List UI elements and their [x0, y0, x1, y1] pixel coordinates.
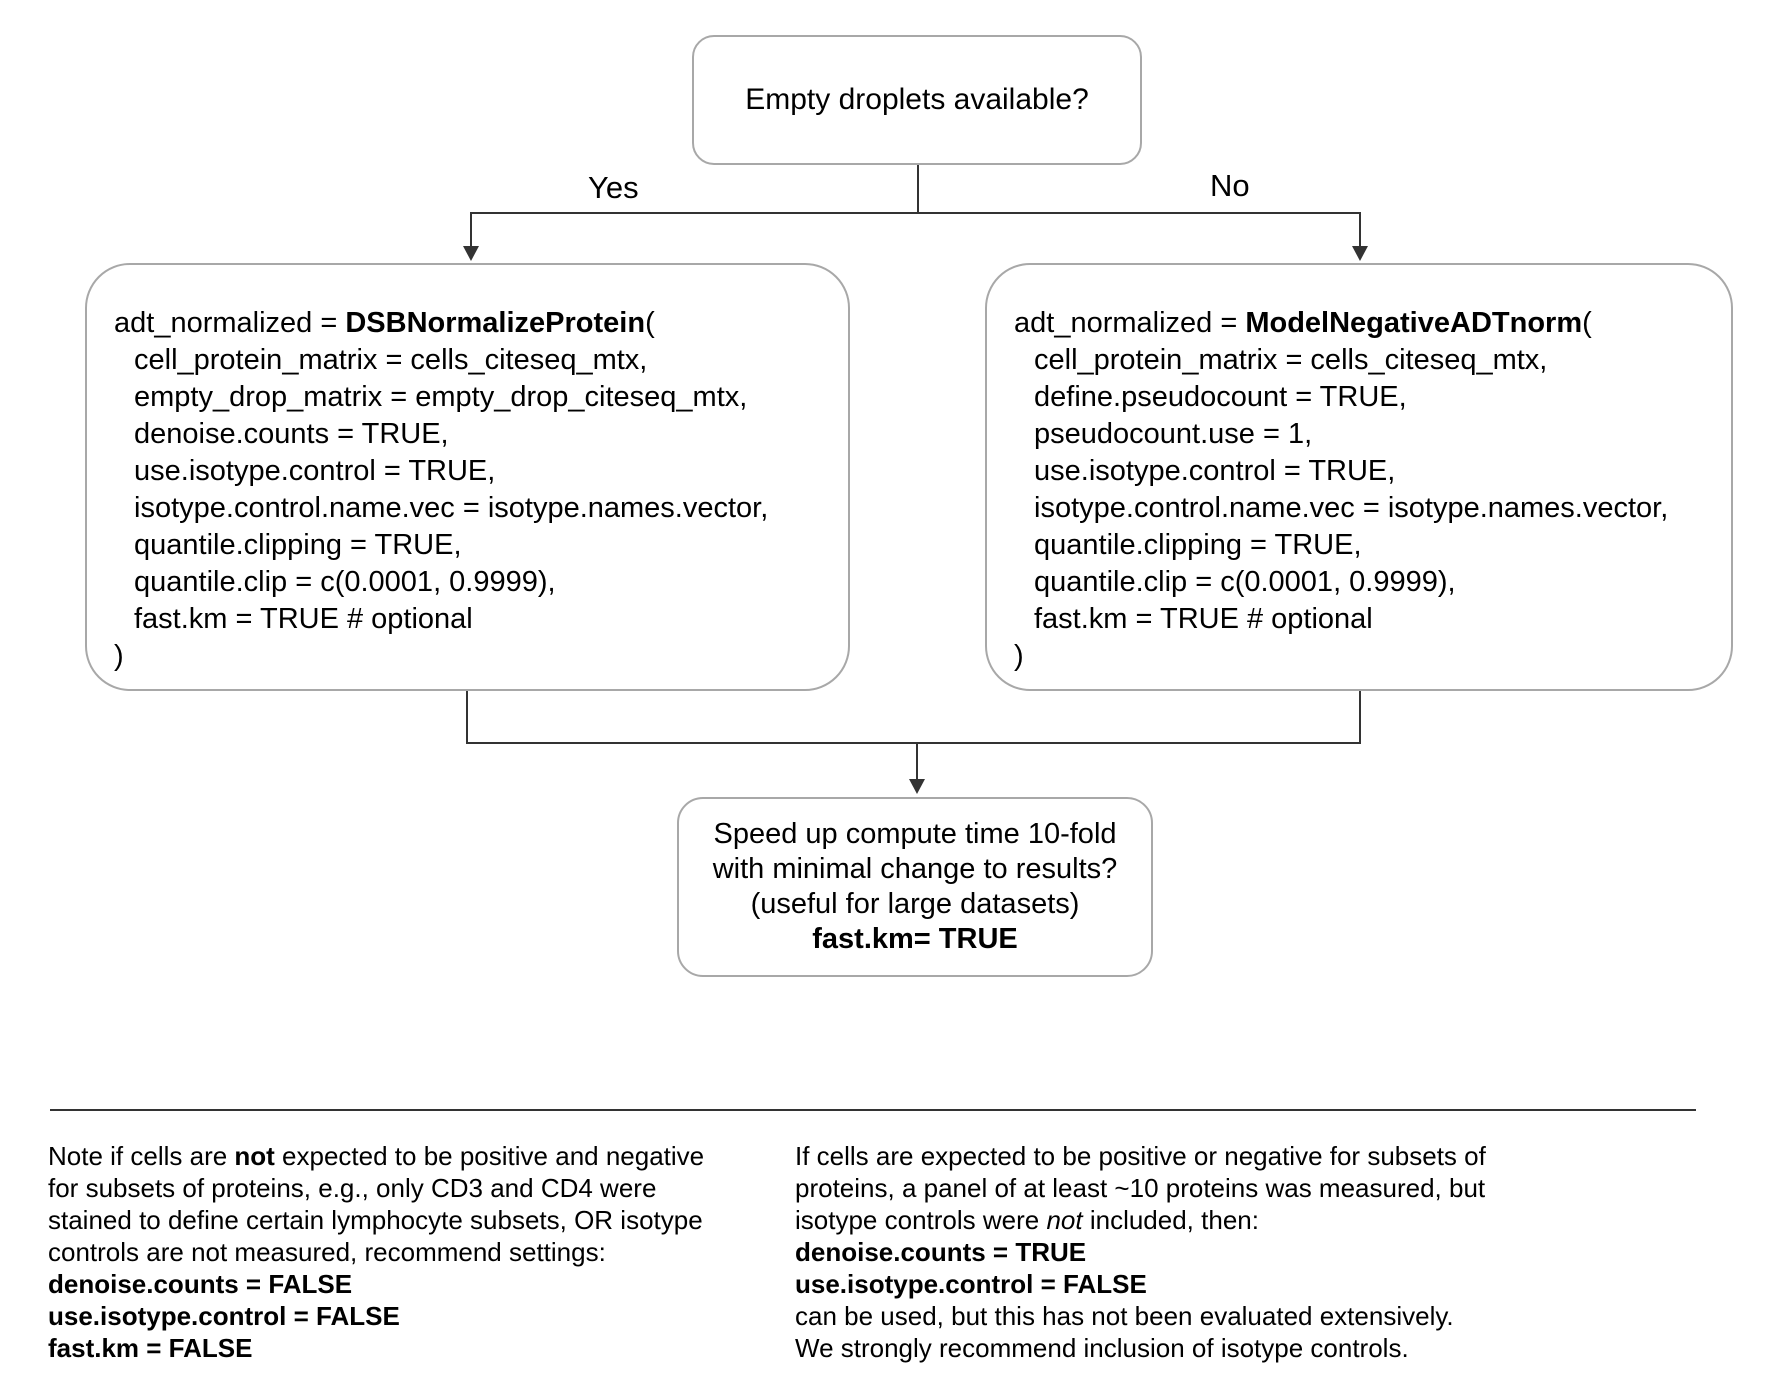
code-line: use.isotype.control = TRUE, [1034, 455, 1396, 487]
branch-label-yes: Yes [588, 170, 639, 205]
speed-note-line: Speed up compute time 10-fold [713, 818, 1117, 850]
footnote-line: We strongly recommend inclusion of isotype controls. [795, 1333, 1409, 1363]
connector-branch-bar [470, 212, 1361, 214]
question-box [692, 35, 1142, 165]
footnote-line: denoise.counts = TRUE [795, 1237, 1087, 1267]
footnote-line: proteins, a panel of at least ~10 proteins was measured, but [795, 1173, 1486, 1203]
footnote-line: use.isotype.control = FALSE [795, 1269, 1147, 1299]
code-line: quantile.clip = c(0.0001, 0.9999), [134, 566, 556, 598]
code-line: fast.km = TRUE # optional [1034, 603, 1373, 635]
code-line: isotype.control.name.vec = isotype.names.vector, [134, 492, 769, 524]
code-line: empty_drop_matrix = empty_drop_citeseq_mtx, [134, 381, 748, 413]
connector-yes-drop [470, 212, 472, 248]
arrowhead-down-no-icon [1352, 246, 1368, 261]
code-line: use.isotype.control = TRUE, [134, 455, 496, 487]
code-line: isotype.control.name.vec = isotype.names.vector, [1034, 492, 1669, 524]
footnote-right [795, 1140, 1486, 1364]
code-line: cell_protein_matrix = cells_citeseq_mtx, [1034, 344, 1548, 376]
arrowhead-down-speed-icon [909, 779, 925, 794]
connector-merge-bar [466, 742, 1361, 744]
footnote-line: use.isotype.control = FALSE [48, 1301, 400, 1331]
connector-question-stem [917, 165, 919, 213]
code-line: define.pseudocount = TRUE, [1034, 381, 1407, 413]
model-negative-box [985, 263, 1733, 691]
footnote-line: denoise.counts = FALSE [48, 1269, 353, 1299]
footnote-line: stained to define certain lymphocyte subsets, OR isotype [48, 1205, 703, 1235]
dsb-normalize-box [85, 263, 850, 691]
footnote-divider [50, 1109, 1696, 1111]
footnote-left [48, 1140, 704, 1364]
code-line: ) [1014, 640, 1024, 672]
code-line: adt_normalized = DSBNormalizeProtein( [114, 307, 655, 339]
speed-note-line: with minimal change to results? [712, 853, 1118, 885]
footnote-line: isotype controls were not included, then: [795, 1205, 1259, 1235]
code-line: pseudocount.use = 1, [1034, 418, 1313, 450]
connector-right-merge-drop [1359, 691, 1361, 744]
speed-note-line: (useful for large datasets) [750, 888, 1080, 920]
arrowhead-down-yes-icon [463, 246, 479, 261]
connector-speed-stem [916, 744, 918, 782]
code-line: ) [114, 640, 124, 672]
connector-left-merge-drop [466, 691, 468, 744]
code-line: cell_protein_matrix = cells_citeseq_mtx, [134, 344, 648, 376]
code-line: adt_normalized = ModelNegativeADTnorm( [1014, 307, 1592, 339]
footnote-line: If cells are expected to be positive or negative for subsets of [795, 1141, 1486, 1171]
code-line: quantile.clip = c(0.0001, 0.9999), [1034, 566, 1456, 598]
question-text: Empty droplets available? [745, 83, 1089, 116]
footnote-line: fast.km = FALSE [48, 1333, 253, 1363]
branch-label-no: No [1210, 168, 1250, 203]
connector-no-drop [1359, 212, 1361, 248]
speed-note-box [677, 797, 1153, 977]
code-line: quantile.clipping = TRUE, [134, 529, 462, 561]
code-line: quantile.clipping = TRUE, [1034, 529, 1362, 561]
footnote-line: can be used, but this has not been evaluated extensively. [795, 1301, 1454, 1331]
code-line: fast.km = TRUE # optional [134, 603, 473, 635]
speed-note-line: fast.km= TRUE [812, 923, 1018, 955]
footnote-line: controls are not measured, recommend settings: [48, 1237, 606, 1267]
footnote-line: for subsets of proteins, e.g., only CD3 and CD4 were [48, 1173, 657, 1203]
code-line: denoise.counts = TRUE, [134, 418, 449, 450]
footnote-line: Note if cells are not expected to be positive and negative [48, 1141, 705, 1171]
